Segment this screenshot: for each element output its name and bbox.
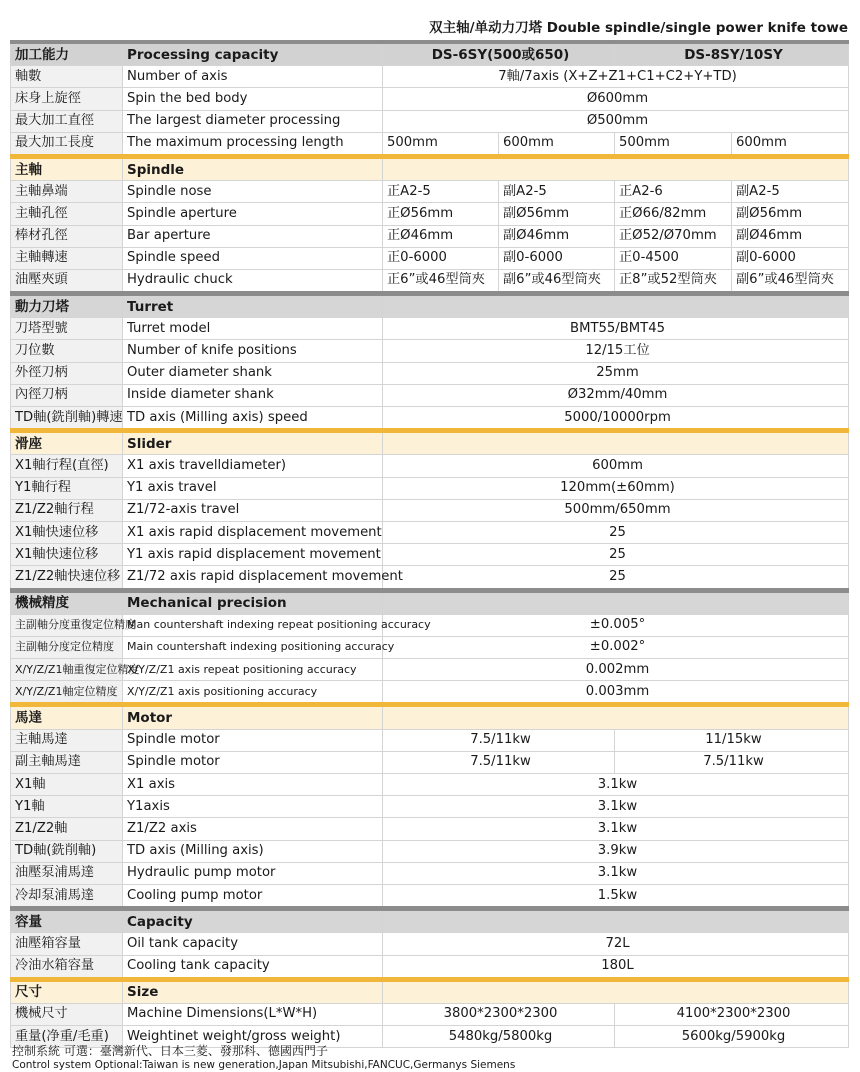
table-row: [11, 681, 849, 705]
row-label-en: Spindle motor: [123, 729, 383, 751]
section-title-en: Mechanical precision: [123, 590, 383, 614]
row-label-zh: 刀位數: [11, 340, 123, 362]
header-spacer: [383, 431, 849, 455]
section-title-en: Turret: [123, 294, 383, 318]
section-title-zh: 主軸: [11, 156, 123, 180]
row-label-zh: 冷却泵浦馬達: [11, 884, 123, 908]
row-value: BMT55/BMT45: [383, 318, 849, 340]
section-header: [11, 294, 849, 318]
section-header: [11, 909, 849, 933]
row-value: 0.002mm: [383, 659, 849, 681]
header-spacer: [383, 909, 849, 933]
row-value-model-a: 3800*2300*2300: [383, 1003, 615, 1025]
table-row: [11, 340, 849, 362]
row-value: 副6”或46型筒夾: [732, 269, 849, 293]
row-value: 3.1kw: [383, 818, 849, 840]
row-label-zh: 主軸鼻端: [11, 181, 123, 203]
row-label-zh: 最大加工直徑: [11, 110, 123, 132]
row-label-zh: Y1軸行程: [11, 477, 123, 499]
row-label-zh: X1軸行程(直徑): [11, 455, 123, 477]
row-value: 正Ø52/Ø70mm: [615, 225, 732, 247]
row-value: Ø32mm/40mm: [383, 384, 849, 406]
table-row: [11, 884, 849, 908]
section-title-zh: 容量: [11, 909, 123, 933]
row-label-en: Turret model: [123, 318, 383, 340]
row-label-zh: TD軸(銑削軸): [11, 840, 123, 862]
table-row: [11, 455, 849, 477]
row-label-zh: 主軸馬達: [11, 729, 123, 751]
row-value: 副0-6000: [732, 247, 849, 269]
section-title-zh: 動力刀塔: [11, 294, 123, 318]
row-label-zh: X/Y/Z/Z1軸定位精度: [11, 681, 123, 705]
table-row: [11, 566, 849, 590]
table-row: [11, 407, 849, 431]
row-value: 3.1kw: [383, 774, 849, 796]
row-label-zh: 主軸轉速: [11, 247, 123, 269]
section-title-en: Size: [123, 979, 383, 1003]
spec-table: [10, 40, 849, 1048]
row-label-zh: 油壓夾頭: [11, 269, 123, 293]
row-value: 副A2-5: [499, 181, 615, 203]
section-title-en: Processing capacity: [123, 42, 383, 66]
row-label-zh: 主副軸分度定位精度: [11, 636, 123, 658]
row-value: 3.1kw: [383, 862, 849, 884]
table-row: [11, 247, 849, 269]
row-label-en: Main countershaft indexing positioning accuracy: [123, 636, 383, 658]
table-row: [11, 729, 849, 751]
table-row: [11, 181, 849, 203]
row-label-zh: TD軸(銑削軸)轉速: [11, 407, 123, 431]
footer-zh: 控制系統 可選：臺灣新代、日本三菱、發那科、德國西門子: [12, 1044, 328, 1058]
table-row: [11, 88, 849, 110]
section-title-en: Motor: [123, 705, 383, 729]
row-value: 600mm: [499, 132, 615, 156]
table-row: [11, 318, 849, 340]
row-label-en: X1 axis travelldiameter): [123, 455, 383, 477]
header-spacer: [383, 590, 849, 614]
row-label-en: Spindle aperture: [123, 203, 383, 225]
row-value: 副Ø56mm: [499, 203, 615, 225]
table-row: [11, 933, 849, 955]
page-title: 双主轴/单动力刀塔 Double spindle/single power knife towe: [429, 20, 848, 36]
row-label-en: Spindle nose: [123, 181, 383, 203]
section-title-zh: 機械精度: [11, 590, 123, 614]
row-label-en: Inside diameter shank: [123, 384, 383, 406]
row-value: 120mm(±60mm): [383, 477, 849, 499]
footer-note: [12, 1044, 515, 1072]
row-label-en: Z1/72 axis rapid displacement movement: [123, 566, 383, 590]
table-row: [11, 132, 849, 156]
row-value-model-a: 5480kg/5800kg: [383, 1026, 615, 1048]
footer-en: Control system Optional:Taiwan is new generation,Japan Mitsubishi,FANCUC,Germanys Siemens: [12, 1059, 516, 1071]
row-value-model-a: 7.5/11kw: [383, 751, 615, 773]
row-value: 副Ø46mm: [499, 225, 615, 247]
row-label-en: X1 axis rapid displacement movement: [123, 521, 383, 543]
row-value: Ø600mm: [383, 88, 849, 110]
row-label-en: Machine Dimensions(L*W*H): [123, 1003, 383, 1025]
row-value: 1.5kw: [383, 884, 849, 908]
header-spacer: [383, 979, 849, 1003]
row-value-model-a: 7.5/11kw: [383, 729, 615, 751]
row-label-en: Outer diameter shank: [123, 362, 383, 384]
table-row: [11, 659, 849, 681]
row-value: 500mm/650mm: [383, 499, 849, 521]
row-label-en: Number of axis: [123, 66, 383, 88]
row-value: 600mm: [732, 132, 849, 156]
row-label-en: Bar aperture: [123, 225, 383, 247]
row-label-en: Cooling tank capacity: [123, 955, 383, 979]
row-value-model-b: 5600kg/5900kg: [615, 1026, 849, 1048]
table-row: [11, 544, 849, 566]
row-label-zh: X/Y/Z/Z1軸重復定位精度: [11, 659, 123, 681]
section-title-zh: 馬達: [11, 705, 123, 729]
table-row: [11, 477, 849, 499]
section-title-en: Spindle: [123, 156, 383, 180]
row-label-zh: 機械尺寸: [11, 1003, 123, 1025]
section-title-zh: 滑座: [11, 431, 123, 455]
table-row: [11, 636, 849, 658]
row-label-en: The maximum processing length: [123, 132, 383, 156]
row-value: 72L: [383, 933, 849, 955]
row-label-zh: 內徑刀柄: [11, 384, 123, 406]
section-title-zh: 加工能力: [11, 42, 123, 66]
row-label-zh: 棒材孔徑: [11, 225, 123, 247]
row-value: 正A2-6: [615, 181, 732, 203]
row-label-zh: 軸數: [11, 66, 123, 88]
row-label-zh: 刀塔型號: [11, 318, 123, 340]
row-label-zh: 外徑刀柄: [11, 362, 123, 384]
row-value: 5000/10000rpm: [383, 407, 849, 431]
row-value: 副6”或46型筒夾: [499, 269, 615, 293]
row-label-en: TD axis (Milling axis): [123, 840, 383, 862]
table-row: [11, 203, 849, 225]
row-label-zh: X1軸快速位移: [11, 544, 123, 566]
row-value: Ø500mm: [383, 110, 849, 132]
row-label-en: Hydraulic chuck: [123, 269, 383, 293]
row-label-en: Y1axis: [123, 796, 383, 818]
table-row: [11, 499, 849, 521]
row-value: 600mm: [383, 455, 849, 477]
table-row: [11, 225, 849, 247]
row-label-en: X1 axis: [123, 774, 383, 796]
row-label-en: Spindle motor: [123, 751, 383, 773]
section-header: [11, 156, 849, 180]
row-value: 500mm: [383, 132, 499, 156]
table-row: [11, 1003, 849, 1025]
table-row: [11, 751, 849, 773]
row-label-zh: 最大加工長度: [11, 132, 123, 156]
row-label-en: Y1 axis rapid displacement movement: [123, 544, 383, 566]
row-label-en: X/Y/Z/Z1 axis positioning accuracy: [123, 681, 383, 705]
row-value: 正A2-5: [383, 181, 499, 203]
row-value-model-b: 11/15kw: [615, 729, 849, 751]
row-label-en: X/Y/Z/Z1 axis repeat positioning accuracy: [123, 659, 383, 681]
header-spacer: [383, 156, 849, 180]
table-row: [11, 521, 849, 543]
row-value: ±0.005°: [383, 614, 849, 636]
row-label-en: Spin the bed body: [123, 88, 383, 110]
row-value: 副0-6000: [499, 247, 615, 269]
row-value: 正Ø66/82mm: [615, 203, 732, 225]
row-label-zh: 油壓泵浦馬達: [11, 862, 123, 884]
row-value: 12/15工位: [383, 340, 849, 362]
row-value: 25mm: [383, 362, 849, 384]
row-label-en: Y1 axis travel: [123, 477, 383, 499]
row-label-zh: Z1/Z2軸: [11, 818, 123, 840]
row-value: 500mm: [615, 132, 732, 156]
row-value-model-b: 4100*2300*2300: [615, 1003, 849, 1025]
model-a-heading: DS-6SY(500或650): [383, 42, 615, 66]
row-value: 3.1kw: [383, 796, 849, 818]
table-row: [11, 110, 849, 132]
row-value: 25: [383, 521, 849, 543]
table-row: [11, 614, 849, 636]
row-value: 25: [383, 544, 849, 566]
model-b-heading: DS-8SY/10SY: [615, 42, 849, 66]
row-label-en: Cooling pump motor: [123, 884, 383, 908]
table-row: [11, 818, 849, 840]
row-value: 正6”或46型筒夾: [383, 269, 499, 293]
row-label-zh: Z1/Z2軸行程: [11, 499, 123, 521]
row-label-en: Spindle speed: [123, 247, 383, 269]
row-label-zh: 床身上旋徑: [11, 88, 123, 110]
row-label-zh: Y1軸: [11, 796, 123, 818]
row-value: 180L: [383, 955, 849, 979]
row-label-en: Z1/Z2 axis: [123, 818, 383, 840]
table-row: [11, 840, 849, 862]
table-row: [11, 362, 849, 384]
section-header: [11, 42, 849, 66]
row-value: 正Ø46mm: [383, 225, 499, 247]
table-row: [11, 269, 849, 293]
row-label-zh: X1軸快速位移: [11, 521, 123, 543]
row-label-zh: 主副軸分度重復定位精度: [11, 614, 123, 636]
row-label-en: Man countershaft indexing repeat positioning accuracy: [123, 614, 383, 636]
row-value: 副A2-5: [732, 181, 849, 203]
row-value: 25: [383, 566, 849, 590]
row-label-en: The largest diameter processing: [123, 110, 383, 132]
row-label-zh: 副主軸馬達: [11, 751, 123, 773]
header-spacer: [383, 294, 849, 318]
table-row: [11, 862, 849, 884]
row-label-zh: 油壓箱容量: [11, 933, 123, 955]
table-row: [11, 66, 849, 88]
row-label-zh: Z1/Z2軸快速位移: [11, 566, 123, 590]
header-spacer: [383, 705, 849, 729]
section-header: [11, 431, 849, 455]
row-label-zh: X1軸: [11, 774, 123, 796]
row-label-en: Weightinet weight/gross weight): [123, 1026, 383, 1048]
row-label-zh: 重量(净重/毛重): [11, 1026, 123, 1048]
row-label-en: Hydraulic pump motor: [123, 862, 383, 884]
section-header: [11, 705, 849, 729]
row-label-zh: 冷油水箱容量: [11, 955, 123, 979]
row-value: 正Ø56mm: [383, 203, 499, 225]
row-value: 副Ø56mm: [732, 203, 849, 225]
section-header: [11, 979, 849, 1003]
row-value: 0.003mm: [383, 681, 849, 705]
row-value: 副Ø46mm: [732, 225, 849, 247]
row-value: 7軸/7axis (X+Z+Z1+C1+C2+Y+TD): [383, 66, 849, 88]
row-value: 3.9kw: [383, 840, 849, 862]
row-value: 正0-4500: [615, 247, 732, 269]
row-label-zh: 主軸孔徑: [11, 203, 123, 225]
table-row: [11, 384, 849, 406]
table-row: [11, 774, 849, 796]
row-label-en: TD axis (Milling axis) speed: [123, 407, 383, 431]
row-value-model-b: 7.5/11kw: [615, 751, 849, 773]
table-row: [11, 796, 849, 818]
section-title-zh: 尺寸: [11, 979, 123, 1003]
row-label-en: Oil tank capacity: [123, 933, 383, 955]
row-value: 正8”或52型筒夾: [615, 269, 732, 293]
section-title-en: Slider: [123, 431, 383, 455]
section-title-en: Capacity: [123, 909, 383, 933]
section-header: [11, 590, 849, 614]
table-row: [11, 955, 849, 979]
row-label-en: Z1/72-axis travel: [123, 499, 383, 521]
row-value: ±0.002°: [383, 636, 849, 658]
row-value: 正0-6000: [383, 247, 499, 269]
row-label-en: Number of knife positions: [123, 340, 383, 362]
